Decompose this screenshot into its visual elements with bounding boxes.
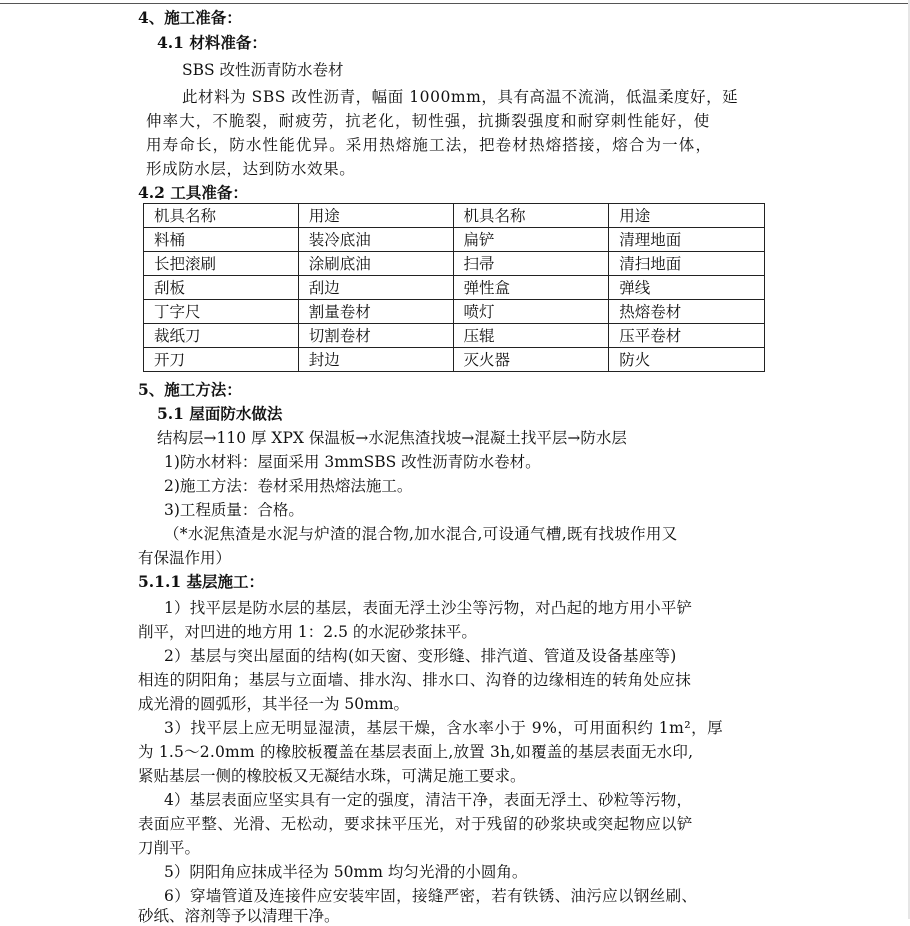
paragraph-line: 表面应平整、光滑、无松动，要求抹平压光，对于残留的砂浆块或突起物应以铲 (138, 815, 693, 833)
table-cell: 刮边 (298, 276, 453, 300)
paragraph-line: 2）基层与突出屋面的结构(如天窗、变形缝、排汽道、管道及设备基座等) (164, 647, 677, 665)
table-cell: 装冷底油 (298, 228, 453, 252)
paragraph-line: 削平，对凹进的地方用 1：2.5 的水泥砂浆抹平。 (138, 623, 477, 641)
table-cell: 喷灯 (453, 300, 609, 324)
paragraph-line: 1）找平层是防水层的基层，表面无浮土沙尘等污物，对凸起的地方用小平铲 (164, 599, 693, 617)
material-para-line: 形成防水层，达到防水效果。 (146, 160, 356, 178)
spec-item: 1)防水材料：屋面采用 3mmSBS 改性沥青防水卷材。 (164, 453, 541, 471)
tools-table (143, 203, 765, 372)
table-header-cell: 机具名称 (453, 204, 609, 228)
structure-layers: 结构层→110 厚 XPX 保温板→水泥焦渣找坡→混凝土找平层→防水层 (157, 429, 627, 447)
material-para-line: 伸率大，不脆裂，耐疲劳，抗老化，韧性强，抗撕裂强度和耐穿刺性能好，使 (146, 112, 711, 130)
table-cell: 弹线 (609, 276, 765, 300)
table-cell: 清理地面 (609, 228, 765, 252)
table-cell: 封边 (298, 348, 453, 372)
table-cell: 清扫地面 (609, 252, 765, 276)
table-header-cell: 用途 (298, 204, 453, 228)
table-cell: 压平卷材 (609, 324, 765, 348)
table-cell: 热熔卷材 (609, 300, 765, 324)
table-header-cell: 用途 (609, 204, 765, 228)
table-cell: 防火 (609, 348, 765, 372)
paragraph-line: 3）找平层上应无明显湿渍，基层干燥，含水率小于 9%，可用面积约 1m²，厚 (164, 719, 724, 737)
table-header-row (144, 204, 765, 228)
table-cell: 割量卷材 (298, 300, 453, 324)
section-4-1-heading: 4.1 材料准备： (157, 33, 267, 52)
table-row (144, 324, 765, 348)
section-5-heading: 5、施工方法： (138, 380, 242, 399)
spec-item: 2)施工方法：卷材采用热熔法施工。 (164, 477, 413, 495)
paragraph-line: 砂纸、溶剂等予以清理干净。 (138, 907, 340, 925)
paragraph-line: 成光滑的圆弧形，其半径一为 50mm。 (138, 695, 410, 713)
table-cell: 涂刷底油 (298, 252, 453, 276)
section-4-heading: 4、施工准备： (138, 8, 242, 27)
table-cell: 灭火器 (453, 348, 609, 372)
table-cell: 扁铲 (453, 228, 609, 252)
table-cell: 裁纸刀 (144, 324, 299, 348)
table-row (144, 252, 765, 276)
material-para-line: 此材料为 SBS 改性沥青，幅面 1000mm，具有高温不流淌，低温柔度好，延 (182, 88, 739, 106)
paragraph-line: 6）穿墙管道及连接件应安装牢固，接缝严密，若有铁锈、油污应以钢丝刷、 (164, 887, 698, 905)
note-line: 有保温作用） (138, 549, 232, 567)
paragraph-line: 为 1.5～2.0mm 的橡胶板覆盖在基层表面上,放置 3h,如覆盖的基层表面无水印, (138, 743, 694, 761)
table-cell: 刮板 (144, 276, 299, 300)
material-para-line: 用寿命长，防水性能优异。采用热熔施工法，把卷材热熔搭接，熔合为一体， (146, 136, 713, 154)
table-row (144, 348, 765, 372)
table-row (144, 276, 765, 300)
table-cell: 长把滚刷 (144, 252, 299, 276)
material-name: SBS 改性沥青防水卷材 (182, 61, 344, 79)
paragraph-line: 相连的阴阳角；基层与立面墙、排水沟、排水口、沟脊的边缘相连的转角处应抹 (138, 671, 692, 689)
table-row (144, 300, 765, 324)
paragraph-line: 刀削平。 (138, 839, 201, 857)
section-5-1-1-heading: 5.1.1 基层施工： (138, 572, 265, 591)
table-cell: 弹性盒 (453, 276, 609, 300)
table-row (144, 228, 765, 252)
table-cell: 丁字尺 (144, 300, 299, 324)
table-cell: 料桶 (144, 228, 299, 252)
note-line: （*水泥焦渣是水泥与炉渣的混合物,加水混合,可设通气槽,既有找坡作用又 (164, 525, 678, 543)
paragraph-line: 5）阴阳角应抹成半径为 50mm 均匀光滑的小圆角。 (164, 863, 528, 881)
spec-item: 3)工程质量：合格。 (164, 501, 304, 519)
table-cell: 开刀 (144, 348, 299, 372)
paragraph-line: 4）基层表面应坚实具有一定的强度，清洁干净，表面无浮土、砂粒等污物， (164, 791, 693, 809)
section-4-2-heading: 4.2 工具准备： (138, 183, 248, 202)
table-cell: 切割卷材 (298, 324, 453, 348)
table-cell: 扫帚 (453, 252, 609, 276)
table-header-cell: 机具名称 (144, 204, 299, 228)
section-5-1-heading: 5.1 屋面防水做法 (157, 404, 283, 423)
table-cell: 压辊 (453, 324, 609, 348)
paragraph-line: 紧贴基层一侧的橡胶板又无凝结水珠，可满足施工要求。 (138, 767, 526, 785)
